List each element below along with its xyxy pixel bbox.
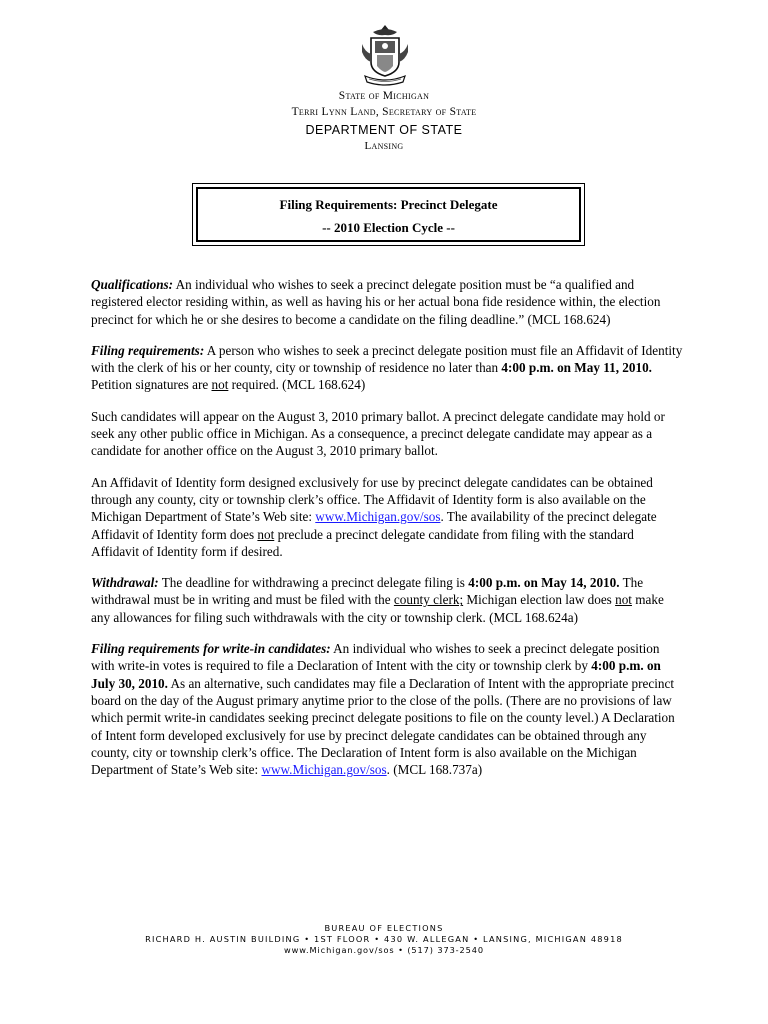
filing-requirements-text: A person who wishes to seek a precinct delegate position must file an Affidavit of Identity with the clerk of his or her county, city or township of residence no later than [91,342,683,376]
footer-contact: www.Michigan.gov/sos • (517) 373-2540 [284,945,484,955]
withdrawal-text-2: The withdrawal must be in writing and must be filed with the [91,575,644,608]
write-in-text-3: . (MCL 168.737a) [386,762,483,778]
filing-not-emphasis: not [211,377,229,393]
withdrawal-text-3: Michigan election law does [463,592,616,608]
withdrawal-deadline: 4:00 p.m. on May 14, 2010. [468,575,620,591]
affidavit-not-emphasis: not [257,526,275,542]
withdrawal-not-emphasis: not [615,592,632,608]
filing-requirements-text-2: Petition signatures are [91,377,212,393]
title-box-inner [196,187,581,242]
footer-bureau: BUREAU OF ELECTIONS [324,923,444,933]
filing-requirements-text-3: required. (MCL 168.624) [228,377,366,393]
write-in-deadline: 4:00 p.m. on July 30, 2010. [91,658,661,691]
letterhead-state: State of Michigan [338,90,430,102]
affidavit-paragraph [91,474,683,560]
document-title: Filing Requirements: Precinct Delegate [279,197,498,212]
filing-requirements-label: Filing requirements: [91,342,205,358]
michigan-state-seal-icon [359,22,411,88]
withdrawal-paragraph [91,574,683,626]
withdrawal-text-4: make any allowances for filing such withdrawals with the city or township clerk. (MCL 168.624a) [91,592,664,625]
election-cycle-subtitle: -- 2010 Election Cycle -- [322,220,455,235]
write-in-paragraph [91,640,683,778]
withdrawal-county-clerk: county clerk; [393,592,464,608]
write-in-website-link[interactable]: www.Michigan.gov/sos [261,762,387,778]
qualifications-label: Qualifications: [91,277,174,292]
write-in-label: Filing requirements for write-in candidates: [91,641,331,657]
filing-requirements-paragraph [91,342,683,394]
filing-deadline: 4:00 p.m. on May 11, 2010. [501,360,652,376]
write-in-text-2: As an alternative, such candidates may file a Declaration of Intent with the appropriate precinct board on the day of the August primary anytime prior to the close of the polls. (There are no provisions of law which permit write-in candidates seeking precinct delegate positions to file on the county level.) A Declaration of Intent form developed exclusively for use by precinct delegate candidates can be obtained through any county, city or township clerk’s office. The Declaration of Intent form is also available on the Michigan Department of State’s Web site: [91,675,675,778]
document-body [91,276,683,792]
affidavit-text: An Affidavit of Identity form designed exclusively for use by precinct delegate candidates can be obtained through any county, city or township clerk’s office. The Affidavit of Identity form is also available on the Michigan Department of State’s Web site: [91,474,653,525]
affidavit-text-2: . The availability of the precinct delegate Affidavit of Identity form does [91,509,657,542]
affidavit-text-3: preclude a precinct delegate candidate from filing with the standard Affidavit of Identity form if desired. [91,526,634,559]
ballot-paragraph [91,408,683,460]
qualifications-text: An individual who wishes to seek a precinct delegate position must be “a qualified and registered elector residing within, as well as having his or her actual bona fide residence within, the election precinct for which he or she desires to become a candidate on the filing deadline.” (MCL 168.624) [91,277,661,327]
qualifications-paragraph [91,276,683,328]
withdrawal-label: Withdrawal: [91,575,159,591]
write-in-text: An individual who wishes to seek a precinct delegate position with write-in votes is required to file a Declaration of Intent with the city or township clerk by [91,641,660,674]
footer-address: RICHARD H. AUSTIN BUILDING • 1ST FLOOR • 430 W. ALLEGAN • LANSING, MICHIGAN 48918 [145,934,623,944]
title-box [192,183,585,246]
letterhead-secretary: Terri Lynn Land, Secretary of State [291,106,477,118]
letterhead-department: DEPARTMENT OF STATE [305,123,463,137]
ballot-text: Such candidates will appear on the August 3, 2010 primary ballot. A precinct delegate candidate may hold or seek any other public office in Michigan. As a consequence, a precinct delegate candidate may appear as a candidate for another office on the August 3, 2010 primary ballot. [91,408,665,459]
affidavit-website-link[interactable]: www.Michigan.gov/sos [315,509,441,525]
letterhead-city: Lansing [364,140,404,152]
withdrawal-text: The deadline for withdrawing a precinct delegate filing is [158,575,469,591]
